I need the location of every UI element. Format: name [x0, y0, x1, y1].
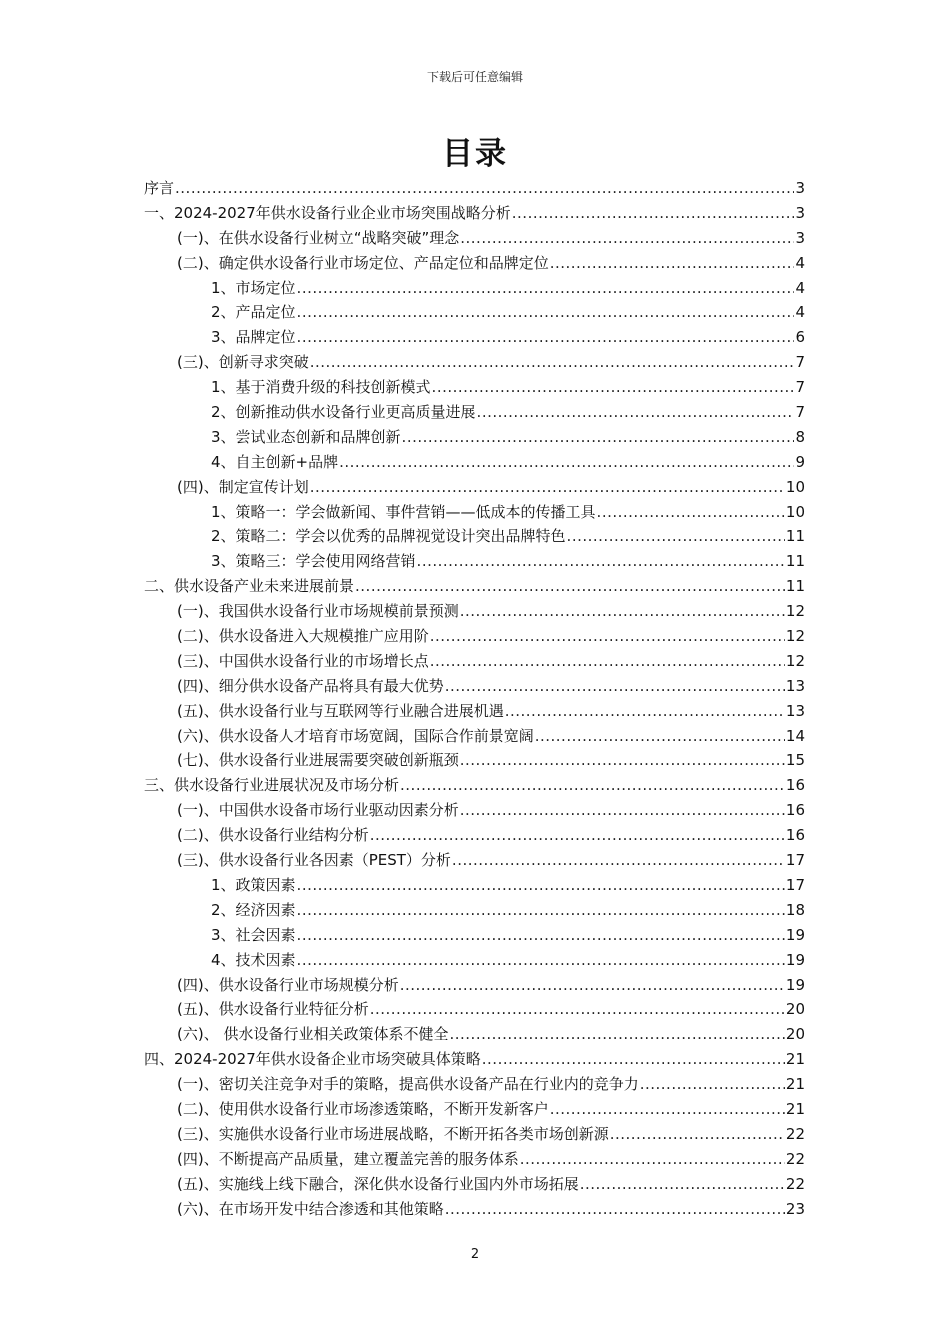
toc-entry-page: 21	[785, 1099, 805, 1118]
toc-dot-leader	[297, 300, 795, 325]
toc-entry[interactable]	[144, 798, 805, 823]
toc-entry-text: (七)、供水设备行业进展需要突破创新瓶颈	[177, 751, 459, 770]
toc-entry-page: 19	[785, 925, 805, 944]
toc-entry-page: 16	[785, 776, 805, 795]
toc-entry[interactable]	[144, 674, 805, 699]
toc-entry-text: (五)、供水设备行业特征分析	[177, 1000, 369, 1019]
toc-entry[interactable]	[144, 300, 805, 325]
toc-entry-page: 19	[785, 975, 805, 994]
toc-entry-text: 4、自主创新+品牌	[211, 452, 339, 471]
toc-entry-page: 6	[795, 328, 805, 347]
toc-dot-leader	[460, 798, 785, 823]
toc-dot-leader	[297, 325, 795, 350]
toc-dot-leader	[460, 599, 785, 624]
toc-entry[interactable]	[144, 898, 805, 923]
toc-entry-text: 3、尝试业态创新和品牌创新	[211, 427, 401, 446]
toc-entry[interactable]	[144, 948, 805, 973]
table-of-contents	[144, 176, 805, 1221]
toc-entry-page: 20	[785, 1025, 805, 1044]
toc-entry-text: 序言	[144, 179, 175, 197]
toc-entry[interactable]	[144, 251, 805, 276]
toc-entry[interactable]	[144, 823, 805, 848]
toc-entry-page: 11	[785, 552, 805, 571]
toc-entry[interactable]	[144, 1147, 805, 1172]
toc-entry[interactable]	[144, 699, 805, 724]
toc-entry-text: 1、市场定位	[211, 278, 296, 297]
toc-entry[interactable]	[144, 599, 805, 624]
toc-entry[interactable]	[144, 450, 805, 475]
toc-dot-leader	[567, 524, 785, 549]
toc-entry-page: 23	[785, 1199, 805, 1218]
toc-dot-leader	[550, 251, 795, 276]
toc-entry-page: 9	[795, 452, 805, 471]
toc-entry[interactable]	[144, 848, 805, 873]
toc-entry[interactable]	[144, 425, 805, 450]
toc-dot-leader	[310, 475, 785, 500]
toc-entry-page: 22	[785, 1149, 805, 1168]
toc-entry-text: 2、创新推动供水设备行业更高质量进展	[211, 403, 476, 422]
toc-entry-text: (四)、供水设备行业市场规模分析	[177, 975, 399, 994]
toc-dot-leader	[449, 1022, 784, 1047]
toc-entry-text: 3、策略三：学会使用网络营销	[211, 552, 416, 571]
toc-entry-page: 7	[795, 403, 805, 422]
toc-entry-text: 2、产品定位	[211, 303, 296, 322]
toc-dot-leader	[512, 201, 795, 226]
toc-dot-leader	[505, 699, 785, 724]
toc-entry[interactable]	[144, 1072, 805, 1097]
toc-entry-page: 7	[795, 353, 805, 372]
toc-entry[interactable]	[144, 524, 805, 549]
toc-entry-page: 4	[795, 253, 805, 272]
toc-dot-leader	[580, 1172, 785, 1197]
toc-entry[interactable]	[144, 649, 805, 674]
toc-entry-page: 13	[785, 701, 805, 720]
toc-entry-page: 12	[785, 627, 805, 646]
toc-entry[interactable]	[144, 973, 805, 998]
toc-entry[interactable]	[144, 500, 805, 525]
toc-entry-text: (一)、密切关注竞争对手的策略，提高供水设备产品在行业内的竞争力	[177, 1075, 639, 1094]
toc-entry[interactable]	[144, 574, 805, 599]
toc-dot-leader	[297, 923, 785, 948]
toc-entry-text: 2、经济因素	[211, 900, 296, 919]
toc-entry-page: 15	[785, 751, 805, 770]
toc-dot-leader	[370, 997, 785, 1022]
toc-entry[interactable]	[144, 1122, 805, 1147]
toc-entry[interactable]	[144, 400, 805, 425]
toc-entry-page: 13	[785, 676, 805, 695]
toc-entry-page: 21	[785, 1050, 805, 1069]
toc-entry-page: 10	[785, 502, 805, 521]
toc-dot-leader	[460, 226, 794, 251]
toc-entry-text: 3、品牌定位	[211, 328, 296, 347]
toc-entry-text: 1、政策因素	[211, 875, 296, 894]
toc-entry[interactable]	[144, 176, 805, 201]
toc-dot-leader	[430, 624, 785, 649]
toc-entry[interactable]	[144, 549, 805, 574]
toc-dot-leader	[445, 1197, 785, 1222]
toc-entry[interactable]	[144, 276, 805, 301]
toc-entry-page: 17	[785, 875, 805, 894]
toc-entry[interactable]	[144, 923, 805, 948]
toc-dot-leader	[355, 574, 785, 599]
toc-dot-leader	[339, 450, 794, 475]
toc-dot-leader	[297, 948, 785, 973]
toc-entry-text: 4、技术因素	[211, 950, 296, 969]
toc-entry-page: 11	[785, 527, 805, 546]
toc-entry[interactable]	[144, 1197, 805, 1222]
toc-entry-text: (四)、细分供水设备产品将具有最大优势	[177, 676, 444, 695]
toc-entry-page: 4	[795, 278, 805, 297]
toc-dot-leader	[370, 823, 785, 848]
toc-entry-text: (六)、供水设备人才培育市场宽阔，国际合作前景宽阔	[177, 726, 534, 745]
toc-entry-text: (三)、创新寻求突破	[177, 353, 309, 372]
toc-entry-text: (三)、实施供水设备行业市场进展战略，不断开拓各类市场创新源	[177, 1124, 609, 1143]
toc-dot-leader	[597, 500, 785, 525]
toc-entry-page: 16	[785, 826, 805, 845]
toc-entry-text: (六)、在市场开发中结合渗透和其他策略	[177, 1199, 444, 1218]
toc-entry-text: (五)、供水设备行业与互联网等行业融合进展机遇	[177, 701, 504, 720]
toc-entry-page: 8	[795, 427, 805, 446]
toc-dot-leader	[477, 400, 795, 425]
toc-entry[interactable]	[144, 997, 805, 1022]
toc-entry-text: (二)、使用供水设备行业市场渗透策略，不断开发新客户	[177, 1099, 549, 1118]
toc-dot-leader	[460, 748, 785, 773]
toc-entry[interactable]	[144, 773, 805, 798]
toc-dot-leader	[402, 425, 795, 450]
toc-entry-page: 17	[785, 851, 805, 870]
toc-entry[interactable]	[144, 1047, 805, 1072]
toc-entry[interactable]	[144, 375, 805, 400]
toc-entry-text: 1、策略一：学会做新闻、事件营销——低成本的传播工具	[211, 502, 596, 521]
page-number: 2	[470, 1247, 480, 1262]
toc-dot-leader	[400, 773, 785, 798]
toc-entry[interactable]	[144, 1172, 805, 1197]
toc-dot-leader	[297, 873, 785, 898]
toc-entry-page: 3	[795, 179, 805, 197]
toc-dot-leader	[535, 724, 785, 749]
toc-dot-leader	[452, 848, 785, 873]
toc-entry[interactable]	[144, 350, 805, 375]
toc-entry[interactable]	[144, 724, 805, 749]
toc-entry-page: 7	[795, 378, 805, 397]
toc-dot-leader	[445, 674, 785, 699]
toc-entry[interactable]	[144, 873, 805, 898]
toc-entry[interactable]	[144, 624, 805, 649]
toc-entry-page: 16	[785, 801, 805, 820]
toc-entry-page: 19	[785, 950, 805, 969]
toc-entry-text: (四)、不断提高产品质量，建立覆盖完善的服务体系	[177, 1149, 519, 1168]
toc-entry-page: 18	[785, 900, 805, 919]
toc-dot-leader	[432, 375, 795, 400]
toc-entry-page: 11	[785, 577, 805, 596]
toc-entry-text: 1、基于消费升级的科技创新模式	[211, 378, 431, 397]
toc-entry-text: 二、供水设备产业未来进展前景	[144, 577, 355, 596]
toc-dot-leader	[430, 649, 785, 674]
toc-entry-text: (二)、供水设备进入大规模推广应用阶	[177, 627, 429, 646]
toc-entry-page: 3	[795, 228, 805, 247]
toc-entry-text: 一、2024-2027年供水设备行业企业市场突围战略分析	[144, 203, 511, 222]
toc-entry-page: 12	[785, 651, 805, 670]
toc-entry-text: (五)、实施线上线下融合，深化供水设备行业国内外市场拓展	[177, 1174, 579, 1193]
toc-entry-text: (四)、制定宣传计划	[177, 477, 309, 496]
toc-entry[interactable]	[144, 475, 805, 500]
toc-entry[interactable]	[144, 226, 805, 251]
toc-dot-leader	[400, 973, 785, 998]
toc-entry-page: 22	[785, 1124, 805, 1143]
toc-entry-text: (二)、供水设备行业结构分析	[177, 826, 369, 845]
toc-entry-page: 4	[795, 303, 805, 322]
toc-entry-text: 3、社会因素	[211, 925, 296, 944]
toc-entry[interactable]	[144, 201, 805, 226]
toc-entry-text: (三)、供水设备行业各因素（PEST）分析	[177, 851, 451, 870]
toc-entry-text: (六)、 供水设备行业相关政策体系不健全	[177, 1025, 449, 1044]
toc-entry-text: (二)、确定供水设备行业市场定位、产品定位和品牌定位	[177, 253, 549, 272]
toc-entry[interactable]	[144, 1097, 805, 1122]
toc-dot-leader	[297, 898, 785, 923]
toc-entry-text: 2、策略二：学会以优秀的品牌视觉设计突出品牌特色	[211, 527, 566, 546]
toc-entry-page: 10	[785, 477, 805, 496]
toc-entry-text: (一)、我国供水设备行业市场规模前景预测	[177, 602, 459, 621]
toc-dot-leader	[310, 350, 795, 375]
toc-entry-page: 21	[785, 1075, 805, 1094]
toc-dot-leader	[520, 1147, 785, 1172]
toc-entry[interactable]	[144, 325, 805, 350]
toc-dot-leader	[610, 1122, 785, 1147]
toc-entry-page: 3	[795, 203, 805, 222]
toc-entry-page: 22	[785, 1174, 805, 1193]
toc-dot-leader	[550, 1097, 785, 1122]
toc-dot-leader	[640, 1072, 785, 1097]
toc-dot-leader	[297, 276, 795, 301]
toc-entry-text: 四、2024-2027年供水设备企业市场突破具体策略	[144, 1050, 481, 1069]
toc-entry[interactable]	[144, 1022, 805, 1047]
toc-entry-text: (三)、中国供水设备行业的市场增长点	[177, 651, 429, 670]
toc-dot-leader	[417, 549, 785, 574]
toc-entry-page: 12	[785, 602, 805, 621]
toc-dot-leader	[175, 176, 794, 201]
toc-entry-text: (一)、中国供水设备市场行业驱动因素分析	[177, 801, 459, 820]
toc-entry-text: 三、供水设备行业进展状况及市场分析	[144, 776, 400, 795]
toc-title: 目录	[442, 136, 508, 172]
toc-entry-text: (一)、在供水设备行业树立“战略突破”理念	[177, 228, 460, 247]
toc-entry-page: 14	[785, 726, 805, 745]
toc-entry-page: 20	[785, 1000, 805, 1019]
toc-dot-leader	[482, 1047, 785, 1072]
toc-entry[interactable]	[144, 748, 805, 773]
header-note: 下载后可任意编辑	[426, 70, 523, 84]
